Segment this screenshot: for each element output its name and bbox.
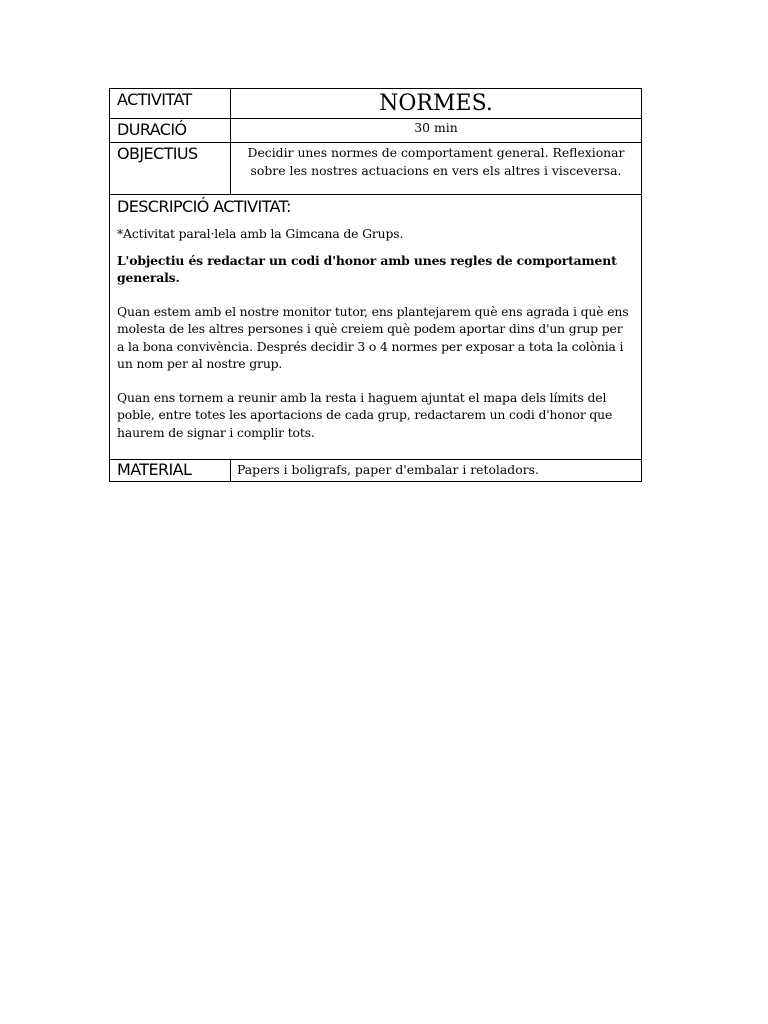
material-label: MATERIAL xyxy=(110,460,231,481)
activitat-row xyxy=(110,89,641,119)
descripcio-paragraph: Quan ens tornem a reunir amb la resta i haguem ajuntat el mapa dels límits del poble, entre totes les aportacions de cada grup, redactarem un codi d'honor que haurem de signar i complir tots. xyxy=(117,389,613,440)
activitat-title: NORMES. xyxy=(379,91,493,116)
descripcio-block xyxy=(110,195,641,460)
activity-sheet-table xyxy=(109,88,642,482)
descripcio-objective: L'objectiu és redactar un codi d'honor amb unes regles de comportament generals. xyxy=(117,252,617,285)
material-value: Papers i boligrafs, paper d'embalar i retoladors. xyxy=(237,462,539,477)
duracio-row xyxy=(110,119,641,143)
duracio-value: 30 min xyxy=(414,120,458,135)
objectius-label: OBJECTIUS xyxy=(110,143,231,194)
duracio-label: DURACIÓ xyxy=(110,119,231,142)
objectius-row xyxy=(110,143,641,195)
material-row xyxy=(110,460,641,481)
descripcio-paragraph: Quan estem amb el nostre monitor tutor, ens plantejarem què ens agrada i què ens molesta de les altres persones i què creiem què podem aportar dins d'un grup per a la bona convivència. Després decidir 3 o 4 normes per exposar a tota la colònia i un nom per al nostre grup. xyxy=(117,303,629,371)
descripcio-label: DESCRIPCIÓ ACTIVITAT: xyxy=(117,197,291,216)
descripcio-note: *Activitat paral·lela amb la Gimcana de Grups. xyxy=(117,226,404,241)
objectius-value: Decidir unes normes de comportament general. Reflexionar sobre les nostres actuacions en vers els altres i visceversa. xyxy=(247,145,625,178)
activitat-label: ACTIVITAT xyxy=(110,89,231,118)
